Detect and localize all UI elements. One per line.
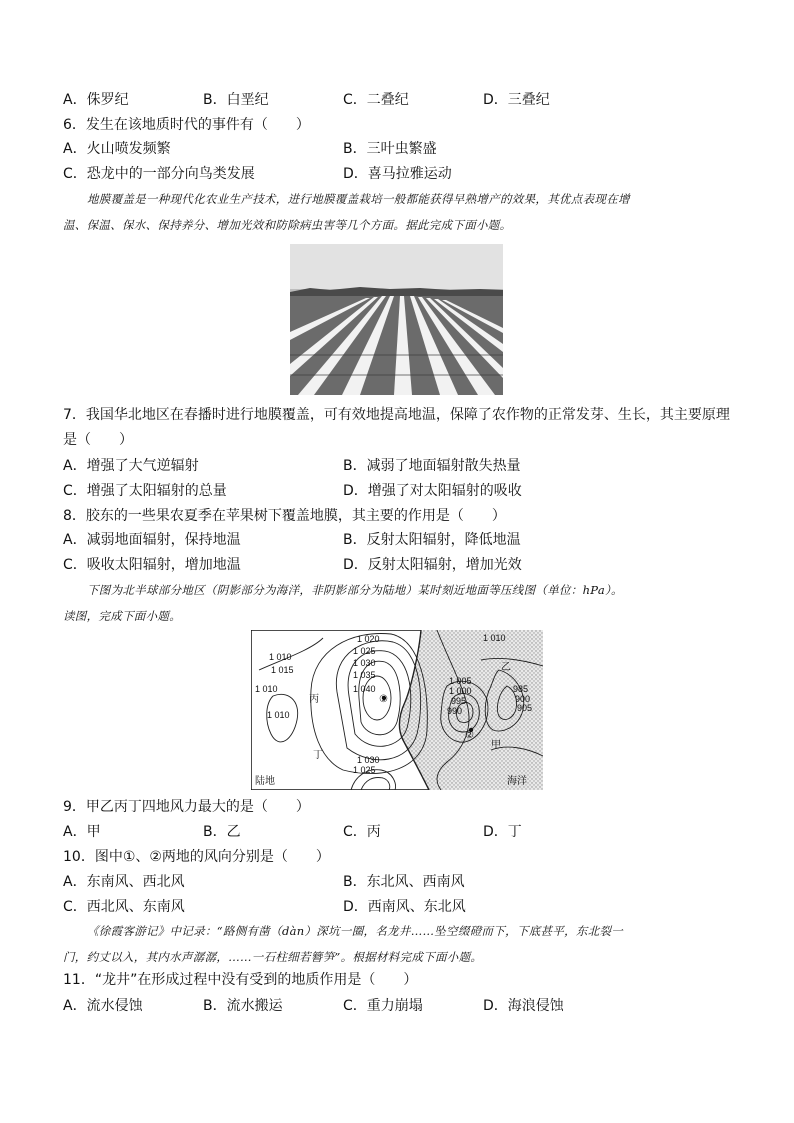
isobar-label: 985 — [513, 684, 529, 694]
isobar-label: 1 010 — [255, 684, 278, 694]
q10-option-a: A．东南风、西北风 — [63, 874, 185, 890]
q9-option-c: C．丙 — [343, 824, 381, 840]
place-label-jia: 甲 — [491, 740, 501, 751]
isobar-label: 1 035 — [353, 670, 376, 680]
point-label-2: ② — [465, 730, 474, 741]
land-label: 陆地 — [255, 776, 275, 787]
isobar-label: 1 005 — [449, 676, 472, 686]
isobar-map — [251, 630, 543, 790]
sea-label: 海洋 — [507, 776, 527, 787]
q8-option-d: D．反射太阳辐射，增加光效 — [343, 557, 522, 573]
passage1-line1: 地膜覆盖是一种现代化农业生产技术，进行地膜覆盖栽培一般都能获得早熟增产的效果，其优点表现在增 — [87, 192, 630, 206]
q5-option-b: B．白垩纪 — [203, 92, 269, 108]
isobar-label: 1 040 — [353, 684, 376, 694]
q7-stem-line2: 是（ ） — [63, 432, 133, 448]
q6-option-b: B．三叶虫繁盛 — [343, 141, 437, 157]
q8-option-b: B．反射太阳辐射，降低地温 — [343, 532, 521, 548]
isobar-label: 1 020 — [357, 634, 380, 644]
q10-option-d: D．西南风、东北风 — [343, 899, 466, 915]
q7-option-d: D．增强了对太阳辐射的吸收 — [343, 483, 522, 499]
q10-stem: 10．图中①、②两地的风向分别是（ ） — [63, 849, 330, 865]
q5-option-a: A．侏罗纪 — [63, 92, 129, 108]
q8-option-c: C．吸收太阳辐射，增加地温 — [63, 557, 241, 573]
passage-xu-xiake — [63, 918, 733, 970]
q9-option-d: D．丁 — [483, 824, 522, 840]
q11-option-a: A．流水侵蚀 — [63, 998, 143, 1014]
q7-option-a: A．增强了大气逆辐射 — [63, 458, 199, 474]
q8-option-a: A．减弱地面辐射，保持地温 — [63, 532, 241, 548]
isobar-label: 990 — [447, 706, 463, 716]
passage-plastic-film — [63, 186, 733, 238]
isobar-label: 1 010 — [269, 652, 292, 662]
q11-option-b: B．流水搬运 — [203, 998, 283, 1014]
passage2-line1: 下图为北半球部分地区（阴影部分为海洋，非阴影部分为陆地）某时刻近地面等压线图（单位：hPa）。 — [87, 583, 623, 597]
place-label-ding: 丁 — [313, 750, 323, 761]
isobar-label: 1 025 — [353, 646, 376, 656]
isobar-label: 900 — [515, 694, 531, 704]
passage-isobar-map — [63, 577, 733, 629]
isobar-label: 1 030 — [357, 755, 380, 765]
isobar-label: 1 010 — [483, 633, 506, 643]
plastic-film-field-photo — [290, 244, 503, 395]
q10-option-b: B．东北风、西南风 — [343, 874, 465, 890]
q9-stem: 9．甲乙丙丁四地风力最大的是（ ） — [63, 799, 310, 815]
q10-option-c: C．西北风、东南风 — [63, 899, 185, 915]
q6-stem: 6．发生在该地质时代的事件有（ ） — [63, 117, 310, 133]
passage1-line2: 温、保温、保水、保持养分、增加光效和防除病虫害等几个方面。据此完成下面小题。 — [63, 218, 512, 232]
isobar-label: 1 010 — [267, 710, 290, 720]
q7-option-c: C．增强了太阳辐射的总量 — [63, 483, 227, 499]
isobar-label: 1 015 — [271, 665, 294, 675]
isobar-label: 995 — [451, 696, 467, 706]
q6-option-a: A．火山喷发频繁 — [63, 141, 171, 157]
isobar-label: 905 — [517, 703, 533, 713]
q8-stem: 8．胶东的一些果农夏季在苹果树下覆盖地膜，其主要的作用是（ ） — [63, 508, 506, 524]
place-label-yi: 乙 — [501, 662, 511, 673]
passage2-line2: 读图，完成下面小题。 — [63, 609, 181, 623]
q11-stem: 11．“龙井”在形成过程中没有受到的地质作用是（ ） — [63, 972, 418, 988]
point-label-1: ① — [379, 694, 388, 705]
isobar-label: 1 030 — [353, 658, 376, 668]
q7-option-b: B．减弱了地面辐射散失热量 — [343, 458, 521, 474]
q11-option-d: D．海浪侵蚀 — [483, 998, 564, 1014]
q6-option-d: D．喜马拉雅运动 — [343, 166, 452, 182]
q9-option-a: A．甲 — [63, 824, 101, 840]
passage3-line2: 门，约丈以入，其内水声潺潺，……一石柱细若簪笋”。根据材料完成下面小题。 — [63, 950, 483, 964]
isobar-label: 1 025 — [353, 765, 376, 775]
q5-option-d: D．三叠纪 — [483, 92, 550, 108]
place-label-bing: 丙 — [309, 694, 319, 705]
q5-option-c: C．二叠纪 — [343, 92, 409, 108]
q9-option-b: B．乙 — [203, 824, 241, 840]
q6-option-c: C．恐龙中的一部分向鸟类发展 — [63, 166, 255, 182]
isobar-label: 1 000 — [449, 686, 472, 696]
q7-stem-line1: 7．我国华北地区在春播时进行地膜覆盖，可有效地提高地温，保障了农作物的正常发芽、生长，其主要原理 — [63, 407, 730, 423]
passage3-line1: 《徐霞客游记》中记录：“路侧有凿（dàn）深坑一圈，名龙井……坠空缀磴而下，下底甚平，东北裂一 — [87, 924, 624, 938]
q11-option-c: C．重力崩塌 — [343, 998, 423, 1014]
